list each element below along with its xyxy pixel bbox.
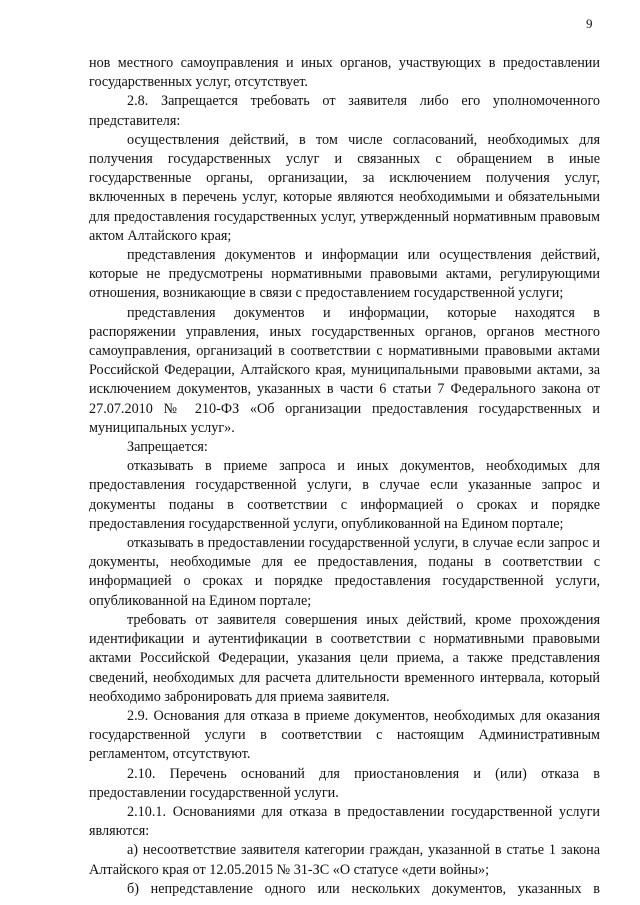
paragraph-2-10-1: 2.10.1. Основаниями для отказа в предоставлении государственной услуги являются: — [89, 803, 600, 840]
paragraph-prohibition-available-documents: представления документов и информации, которые находятся в распоряжении управления, иных государственных органов, органов местного самоуправления, организаций в соответствии с нормативными правовыми актами Российской Федерации, Алтайского края, муниципальными правовыми актами, за исключением документов, указанных в части 6 статьи 7 Федерального закона от 27.07.2010 № 210-ФЗ «Об организации предоставления государственных и муниципальных услуг». — [89, 304, 600, 436]
paragraph-2-10: 2.10. Перечень оснований для приостановления и (или) отказа в предоставлении государственной услуги. — [89, 765, 600, 801]
paragraph-forbidden-heading: Запрещается: — [127, 439, 208, 456]
page-number: 9 — [586, 16, 593, 31]
paragraph-item-a: а) несоответствие заявителя категории граждан, указанной в статье 1 закона Алтайского края от 12.05.2015 № 31-ЗС «О статусе «дети войны»; — [89, 842, 600, 878]
paragraph-2-9: 2.9. Основания для отказа в приеме документов, необходимых для оказания государственной услуги в соответствии с настоящим Административным регламентом, отсутствуют. — [89, 707, 600, 763]
paragraph-refuse-provision: отказывать в предоставлении государственной услуги, в случае если запрос и документы, необходимые для ее предоставления, поданы в соответствии с информацией о сроках и порядке предоставления государственной услуги, опубликованной на Едином портале; — [89, 535, 600, 609]
paragraph-continuation: нов местного самоуправления и иных органов, участвующих в предоставлении государственных услуг, отсутствует. — [89, 55, 600, 91]
body-text — [89, 54, 600, 899]
paragraph-refuse-acceptance: отказывать в приеме запроса и иных документов, необходимых для предоставления государственной услуги, в случае если указанные запрос и документы поданы в соответствии с информацией о сроках и порядке предоставления государственной услуги, опубликованной на Едином портале; — [89, 458, 600, 532]
paragraph-prohibition-actions: осуществления действий, в том числе согласований, необходимых для получения государственных услуг и связанных с обращением в иные государственные органы, организации, за исключением получения услуг, включенных в перечень услуг, которые являются необходимыми и обязательными для предоставления государственных услуг, утвержденный нормативным правовым актом Алтайского края; — [89, 131, 600, 244]
paragraph-2-8: 2.8. Запрещается требовать от заявителя либо его уполномоченного представителя: — [89, 93, 600, 129]
paragraph-require-actions: требовать от заявителя совершения иных действий, кроме прохождения идентификации и аутентификации в соответствии с нормативными правовыми актами Российской Федерации, указания цели приема, а также представления сведений, необходимых для расчета длительности временного интервала, который необходимо забронировать для приема заявителя. — [89, 611, 600, 705]
paragraph-prohibition-documents: представления документов и информации или осуществления действий, которые не предусмотрены нормативными правовыми актами, регулирующими отношения, возникающие в связи с предоставлением государственной услуги; — [89, 247, 600, 302]
paragraph-item-b: б) непредставление одного или нескольких документов, указанных в — [127, 880, 600, 897]
